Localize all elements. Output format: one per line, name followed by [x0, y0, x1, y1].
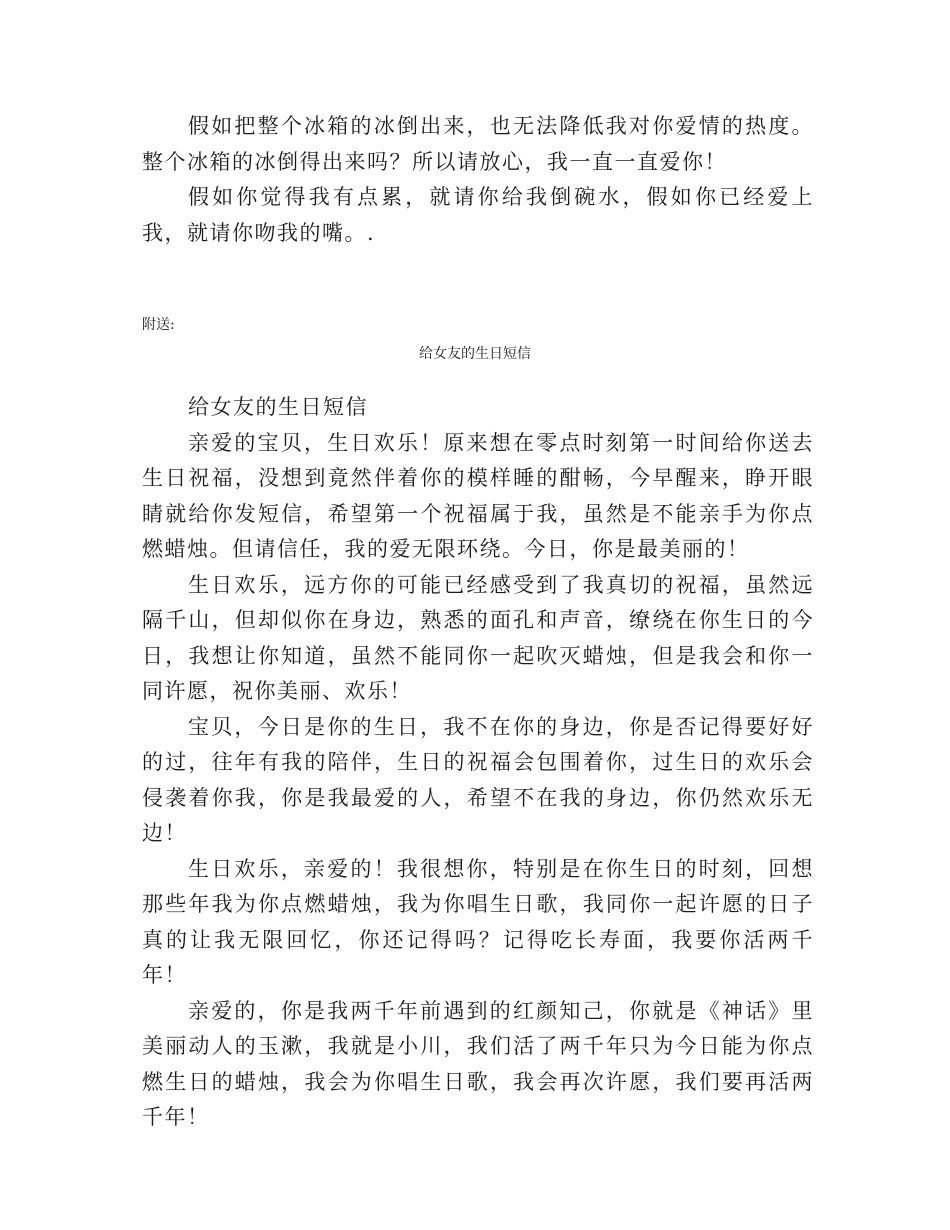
main-heading: 给女友的生日短信	[188, 395, 368, 419]
intro-section	[142, 109, 814, 251]
appendix-title: 给女友的生日短信	[419, 346, 531, 362]
main-section	[142, 390, 814, 1136]
main-paragraph-2: 生日欢乐，远方你的可能已经感受到了我真切的祝福，虽然远隔千山，但却似你在身边，熟悉的面孔和声音，缭绕在你生日的今日，我想让你知道，虽然不能同你一起吹灭蜡烛，但是我会和你一同许愿，祝你美丽、欢乐！	[142, 572, 814, 703]
main-paragraph-4: 生日欢乐，亲爱的！我很想你，特别是在你生日的时刻，回想那些年我为你点燃蜡烛，我为你唱生日歌，我同你一起许愿的日子真的让我无限回忆，你还记得吗？记得吃长寿面，我要你活两千年！	[142, 856, 814, 987]
main-paragraph-3: 宝贝，今日是你的生日，我不在你的身边，你是否记得要好好的过，往年有我的陪伴，生日的祝福会包围着你，过生日的欢乐会侵袭着你我，你是我最爱的人，希望不在我的身边，你仍然欢乐无边！	[142, 714, 814, 845]
intro-paragraph-1: 假如把整个冰箱的冰倒出来，也无法降低我对你爱情的热度。整个冰箱的冰倒得出来吗？所以请放心，我一直一直爱你！	[142, 114, 814, 174]
appendix-label: 附送:	[142, 317, 175, 333]
main-paragraph-1: 亲爱的宝贝，生日欢乐！原来想在零点时刻第一时间给你送去生日祝福，没想到竟然伴着你的模样睡的酣畅，今早醒来，睁开眼睛就给你发短信，希望第一个祝福属于我，虽然是不能亲手为你点燃蜡烛。但请信任，我的爱无限环绕。今日，你是最美丽的！	[142, 430, 814, 561]
main-paragraph-5: 亲爱的，你是我两千年前遇到的红颜知己，你就是《神话》里美丽动人的玉漱，我就是小川，我们活了两千年只为今日能为你点燃生日的蜡烛，我会为你唱生日歌，我会再次许愿，我们要再活两千年！	[142, 998, 814, 1129]
intro-paragraph-2: 假如你觉得我有点累，就请你给我倒碗水，假如你已经爱上我，就请你吻我的嘴。.	[142, 185, 814, 245]
